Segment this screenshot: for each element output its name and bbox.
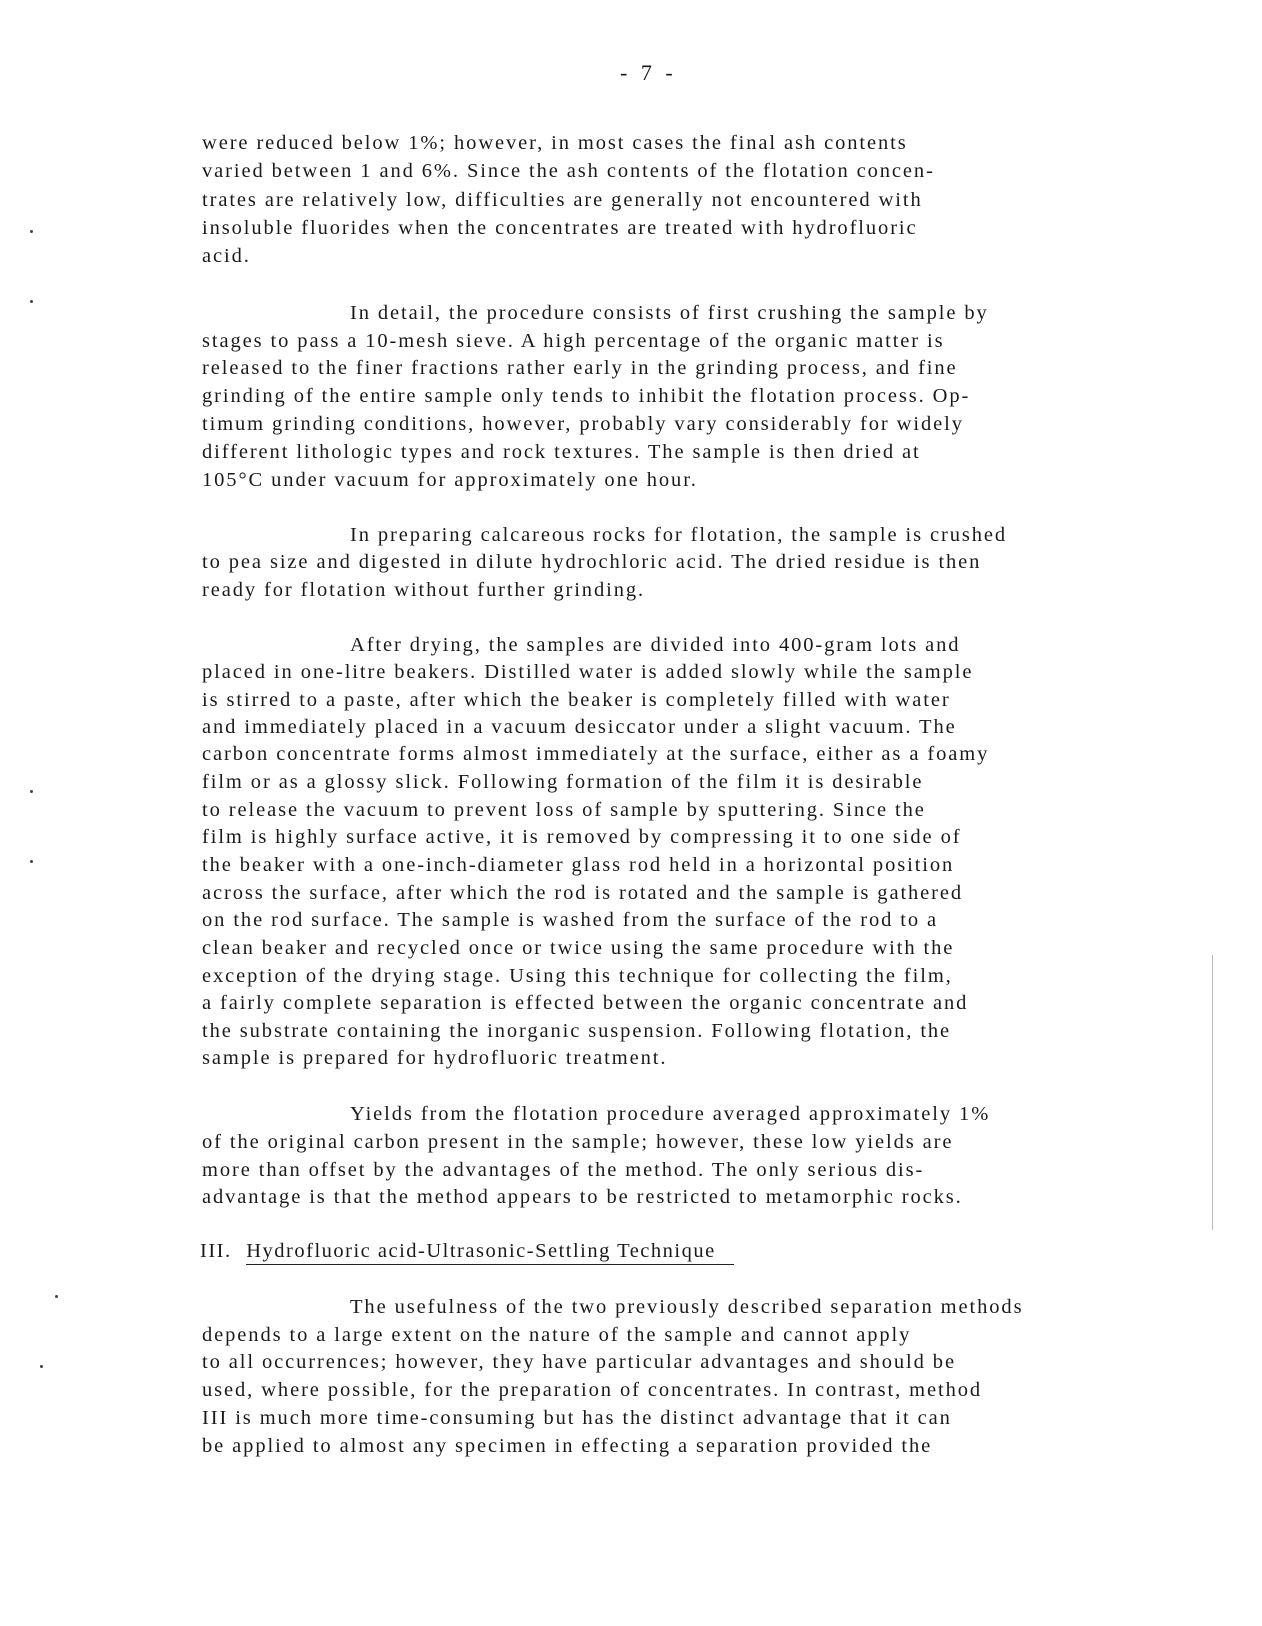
- text-line: insoluble fluorides when the concentrates are treated with hydrofluoric: [202, 217, 918, 239]
- text-line: to release the vacuum to prevent loss of sample by sputtering. Since the: [202, 799, 926, 821]
- page-number: - 7 -: [620, 60, 677, 85]
- text-line: depends to a large extent on the nature of the sample and cannot apply: [202, 1324, 912, 1346]
- text-line: across the surface, after which the rod is rotated and the sample is gathered: [202, 882, 964, 904]
- text-line: grinding of the entire sample only tends to inhibit the flotation process. Op-: [202, 385, 971, 407]
- text-line: the substrate containing the inorganic suspension. Following flotation, the: [202, 1020, 952, 1042]
- text-line: is stirred to a paste, after which the beaker is completely filled with water: [202, 689, 951, 711]
- text-line: different lithologic types and rock textures. The sample is then dried at: [202, 441, 921, 463]
- text-line: Yields from the flotation procedure averaged approximately 1%: [350, 1103, 991, 1125]
- text-line: the beaker with a one-inch-diameter glass rod held in a horizontal position: [202, 854, 955, 876]
- text-line: III is much more time-consuming but has the distinct advantage that it can: [202, 1407, 952, 1429]
- text-line: stages to pass a 10-mesh sieve. A high percentage of the organic matter is: [202, 330, 945, 352]
- text-line: advantage is that the method appears to be restricted to metamorphic rocks.: [202, 1186, 963, 1208]
- text-line: 105°C under vacuum for approximately one hour.: [202, 469, 698, 491]
- text-line: placed in one-litre beakers. Distilled water is added slowly while the sample: [202, 661, 974, 683]
- text-line: a fairly complete separation is effected between the organic concentrate and: [202, 992, 969, 1014]
- text-line: ready for flotation without further grinding.: [202, 579, 646, 601]
- text-line: to pea size and digested in dilute hydrochloric acid. The dried residue is then: [202, 551, 982, 573]
- text-line: carbon concentrate forms almost immediately at the surface, either as a foamy: [202, 743, 990, 765]
- text-line: were reduced below 1%; however, in most cases the final ash contents: [202, 132, 908, 154]
- text-line: of the original carbon present in the sample; however, these low yields are: [202, 1131, 954, 1153]
- text-line: exception of the drying stage. Using this technique for collecting the film,: [202, 965, 953, 987]
- scan-speck: [30, 860, 33, 863]
- text-line: on the rod surface. The sample is washed from the surface of the rod to a: [202, 909, 939, 931]
- text-line: In detail, the procedure consists of first crushing the sample by: [350, 302, 989, 324]
- text-line: film or as a glossy slick. Following formation of the film it is desirable: [202, 771, 924, 793]
- text-line: timum grinding conditions, however, probably vary considerably for widely: [202, 413, 964, 435]
- text-line: film is highly surface active, it is removed by compressing it to one side of: [202, 826, 962, 848]
- scan-speck: [40, 1365, 43, 1368]
- scan-speck: [30, 230, 33, 233]
- text-line: to all occurrences; however, they have particular advantages and should be: [202, 1351, 956, 1373]
- section-heading: [200, 1240, 734, 1263]
- text-line: clean beaker and recycled once or twice using the same procedure with the: [202, 937, 955, 959]
- text-line: sample is prepared for hydrofluoric treatment.: [202, 1047, 668, 1069]
- text-line: and immediately placed in a vacuum desiccator under a slight vacuum. The: [202, 716, 957, 738]
- scan-speck: [30, 300, 33, 303]
- text-line: varied between 1 and 6%. Since the ash contents of the flotation concen-: [202, 160, 935, 182]
- text-line: acid.: [202, 245, 251, 267]
- section-title: Hydrofluoric acid-Ultrasonic-Settling Technique: [246, 1240, 733, 1265]
- text-line: The usefulness of the two previously described separation methods: [350, 1296, 1024, 1318]
- scan-edge-line: [1212, 955, 1213, 1230]
- scan-speck: [55, 1295, 58, 1298]
- text-line: trates are relatively low, difficulties are generally not encountered with: [202, 189, 923, 211]
- text-line: After drying, the samples are divided into 400-gram lots and: [350, 634, 961, 656]
- scan-speck: [30, 790, 33, 793]
- text-line: used, where possible, for the preparation of concentrates. In contrast, method: [202, 1379, 983, 1401]
- text-line: be applied to almost any specimen in effecting a separation provided the: [202, 1435, 933, 1457]
- text-line: more than offset by the advantages of the method. The only serious dis-: [202, 1159, 925, 1181]
- text-line: In preparing calcareous rocks for flotation, the sample is crushed: [350, 524, 1008, 546]
- text-line: released to the finer fractions rather early in the grinding process, and fine: [202, 357, 958, 379]
- section-number: III.: [200, 1240, 232, 1262]
